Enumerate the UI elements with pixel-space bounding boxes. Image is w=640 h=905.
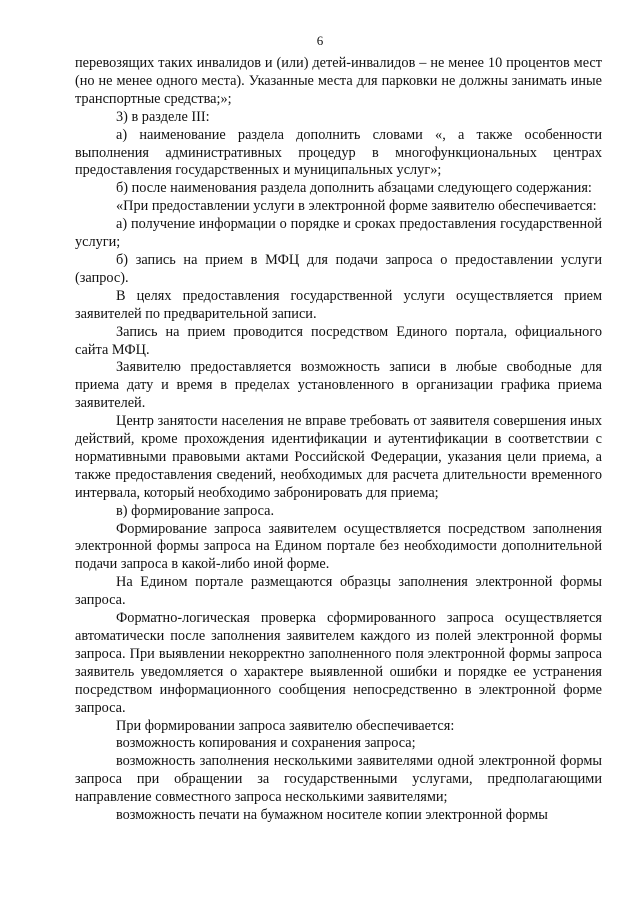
paragraph-8: В целях предоставления государственной услуги осуществляется прием заявителей по предварительной записи. [75, 287, 602, 322]
paragraph-1: перевозящих таких инвалидов и (или) детей-инвалидов – не менее 10 процентов мест (но не менее одного места). Указанные места для парковки не должны занимать иные транспортные средства;»; [75, 55, 602, 107]
paragraph-14: На Едином портале размещаются образцы заполнения электронной формы запроса. [75, 574, 602, 609]
paragraph-17: возможность копирования и сохранения запроса; [116, 735, 416, 752]
paragraph-6: а) получение информации о порядке и сроках предоставления государственной услуги; [75, 216, 602, 251]
paragraph-2: 3) в разделе III: [116, 108, 210, 125]
paragraph-15: Форматно-логическая проверка сформированного запроса осуществляется автоматически после заполнения заявителем каждого из полей электронной формы запроса. При выявлении некорректно заполненного поля электронной формы запроса заявитель уведомляется о характере выявленной ошибки и порядке ее устранения посредством информационного сообщения непосредственно в электронной форме запроса. [75, 610, 602, 716]
page-number: 6 [316, 33, 324, 48]
paragraph-19: возможность печати на бумажном носителе копии электронной формы [116, 807, 548, 824]
paragraph-13: Формирование запроса заявителем осуществляется посредством заполнения электронной формы запроса на Едином портале без необходимости дополнительной подачи запроса в какой-либо иной форме. [75, 520, 602, 573]
paragraph-5: «При предоставлении услуги в электронной форме заявителю обеспечивается: [116, 198, 597, 215]
paragraph-7: б) запись на прием в МФЦ для подачи запроса о предоставлении услуги (запрос). [75, 251, 602, 286]
paragraph-16: При формировании запроса заявителю обеспечивается: [116, 717, 455, 734]
paragraph-18: возможность заполнения несколькими заявителями одной электронной формы запроса при обращении за государственными услугами, предполагающими направление совместного запроса несколькими заявителями; [75, 753, 602, 806]
paragraph-4: б) после наименования раздела дополнить абзацами следующего содержания: [116, 180, 592, 197]
paragraph-3: а) наименование раздела дополнить словами «, а также особенности выполнения административных процедур в многофункциональных центрах предоставления государственных и муниципальных услуг»; [75, 126, 602, 179]
paragraph-11: Центр занятости населения не вправе требовать от заявителя совершения иных действий, кроме прохождения идентификации и аутентификации в соответствии с нормативными правовыми актами Российской Федерации, указания цели приема, а также предоставления сведений, необходимых для расчета длительности временного интервала, который необходимо забронировать для приема; [75, 413, 602, 501]
paragraph-9: Запись на прием проводится посредством Единого портала, официального сайта МФЦ. [75, 323, 602, 358]
paragraph-10: Заявителю предоставляется возможность записи в любые свободные для приема дату и время в пределах установленного в организации графика приема заявителей. [75, 359, 602, 412]
paragraph-12: в) формирование запроса. [116, 502, 275, 519]
document-body [75, 55, 602, 825]
